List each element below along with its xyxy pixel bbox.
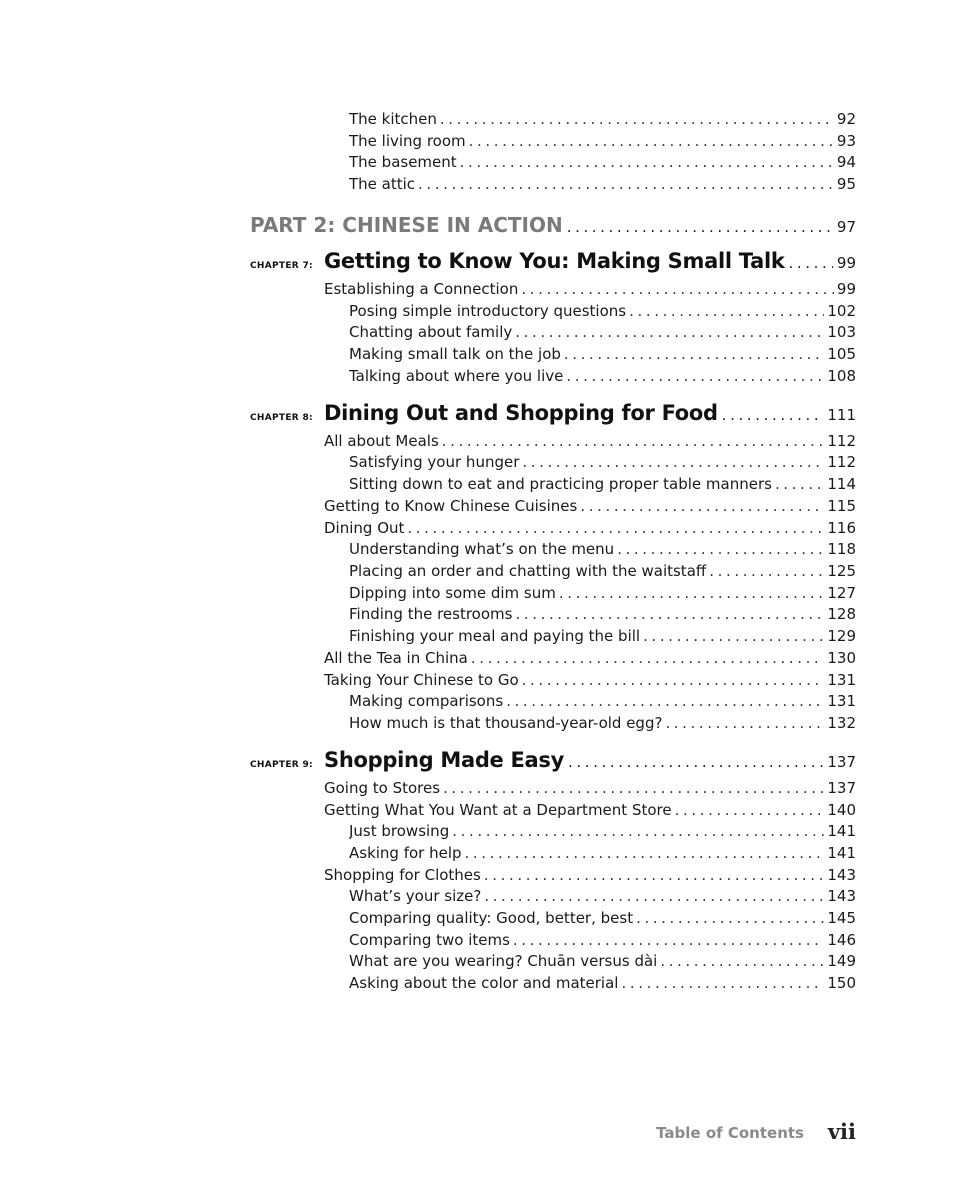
leader-dots	[407, 518, 824, 538]
chapter-heading[interactable]	[250, 401, 856, 425]
toc-entry[interactable]	[349, 843, 856, 863]
chapter-page: 111	[827, 406, 856, 424]
toc-entry[interactable]	[349, 344, 856, 364]
toc-entry[interactable]	[349, 131, 856, 151]
toc-entry-title: Dining Out	[324, 519, 405, 537]
toc-entry-page: 112	[827, 432, 856, 450]
toc-entry[interactable]	[324, 670, 856, 690]
toc-entry-title: Going to Stores	[324, 779, 441, 797]
toc-entry-title: Understanding what’s on the menu	[349, 540, 615, 558]
toc-entry[interactable]	[324, 778, 856, 798]
toc-entry-title: Making comparisons	[349, 692, 504, 710]
toc-entry-title: Sitting down to eat and practicing proper table manners	[349, 475, 772, 493]
toc-entry[interactable]	[349, 973, 856, 993]
toc-entry[interactable]	[349, 561, 856, 581]
toc-entry[interactable]	[324, 648, 856, 668]
toc-entry-page: 141	[827, 822, 856, 840]
leader-dots	[617, 539, 824, 559]
toc-entry-page: 127	[827, 584, 856, 602]
leader-dots	[567, 218, 833, 236]
toc-entry-title: Dipping into some dim sum	[349, 584, 556, 602]
leader-dots	[506, 691, 824, 711]
toc-entry[interactable]	[349, 951, 856, 971]
toc-entry-page: 132	[827, 714, 856, 732]
leader-dots	[460, 152, 834, 172]
toc-entry[interactable]	[349, 604, 856, 624]
toc-entry-title: Asking about the color and material	[349, 974, 619, 992]
leader-dots	[442, 431, 825, 451]
toc-entry[interactable]	[324, 279, 856, 299]
toc-entry-page: 114	[827, 475, 856, 493]
leader-dots	[621, 973, 824, 993]
page-number: vii	[827, 1119, 856, 1144]
toc-entry-title: The living room	[349, 132, 466, 150]
chapter-page: 137	[827, 753, 856, 771]
leader-dots	[580, 496, 824, 516]
toc-entry-page: 146	[827, 931, 856, 949]
chapter-heading[interactable]	[250, 748, 856, 772]
leader-dots	[471, 648, 825, 668]
leader-dots	[629, 301, 824, 321]
toc-entry[interactable]	[349, 174, 856, 194]
toc-entry-page: 143	[827, 866, 856, 884]
leader-dots	[675, 800, 825, 820]
toc-entry-title: Getting to Know Chinese Cuisines	[324, 497, 578, 515]
leader-dots	[566, 366, 824, 386]
leader-dots	[636, 908, 824, 928]
toc-entry[interactable]	[349, 886, 856, 906]
toc-entry-title: Posing simple introductory questions	[349, 302, 627, 320]
toc-entry[interactable]	[324, 431, 856, 451]
toc-entry-page: 149	[827, 952, 856, 970]
toc-entry-title: Shopping for Clothes	[324, 866, 481, 884]
leader-dots	[513, 930, 824, 950]
toc-entry[interactable]	[349, 322, 856, 342]
leader-dots	[418, 174, 834, 194]
toc-entry[interactable]	[349, 821, 856, 841]
toc-entry-page: 99	[836, 280, 856, 298]
leader-dots	[522, 452, 824, 472]
toc-entry-page: 130	[827, 649, 856, 667]
leader-dots	[469, 131, 834, 151]
toc-entry-page: 92	[836, 110, 856, 128]
toc-entry-title: Asking for help	[349, 844, 462, 862]
toc-entry[interactable]	[349, 452, 856, 472]
toc-entry-title: The attic	[349, 175, 416, 193]
chapter-heading[interactable]	[250, 249, 856, 273]
toc-entry-page: 131	[827, 671, 856, 689]
leader-dots	[515, 604, 824, 624]
toc-entry-page: 125	[827, 562, 856, 580]
chapter-label: CHAPTER 8:	[250, 413, 313, 423]
part-page: 97	[836, 218, 856, 236]
leader-dots	[568, 753, 823, 771]
leader-dots	[709, 561, 824, 581]
part-title: PART 2: CHINESE IN ACTION	[250, 213, 563, 237]
chapter-label: CHAPTER 7:	[250, 261, 313, 271]
toc-entry[interactable]	[349, 908, 856, 928]
toc-entry-title: Chatting about family	[349, 323, 513, 341]
leader-dots	[775, 474, 824, 494]
toc-entry[interactable]	[349, 474, 856, 494]
toc-entry-page: 143	[827, 887, 856, 905]
part-heading[interactable]	[250, 213, 856, 237]
toc-entry-title: All about Meals	[324, 432, 439, 450]
leader-dots	[484, 886, 824, 906]
leader-dots	[789, 254, 833, 272]
leader-dots	[452, 821, 824, 841]
toc-entry-title: Finding the restrooms	[349, 605, 513, 623]
toc-entry-title: The kitchen	[349, 110, 437, 128]
toc-entry-page: 150	[827, 974, 856, 992]
toc-entry-page: 118	[827, 540, 856, 558]
toc-entry[interactable]	[349, 366, 856, 386]
leader-dots	[722, 406, 824, 424]
toc-entry[interactable]	[349, 691, 856, 711]
toc-entry[interactable]	[349, 152, 856, 172]
toc-entry-title: Taking Your Chinese to Go	[324, 671, 519, 689]
toc-entry-title: Talking about where you live	[349, 367, 564, 385]
leader-dots	[443, 778, 824, 798]
toc-entry-page: 140	[827, 801, 856, 819]
toc-entry-page: 93	[836, 132, 856, 150]
toc-entry-page: 112	[827, 453, 856, 471]
toc-entry-title: What are you wearing? Chuān versus dài	[349, 952, 658, 970]
toc-entry-page: 145	[827, 909, 856, 927]
toc-entry-title: Just browsing	[349, 822, 450, 840]
toc-entry[interactable]	[324, 800, 856, 820]
toc-entry[interactable]	[349, 539, 856, 559]
leader-dots	[643, 626, 824, 646]
toc-entry-title: Comparing two items	[349, 931, 510, 949]
toc-entry-title: Satisfying your hunger	[349, 453, 520, 471]
toc-entry-title: Comparing quality: Good, better, best	[349, 909, 634, 927]
toc-entry-title: How much is that thousand-year-old egg?	[349, 714, 663, 732]
toc-entry-page: 108	[827, 367, 856, 385]
leader-dots	[564, 344, 824, 364]
toc-entry-title: Establishing a Connection	[324, 280, 519, 298]
leader-dots	[515, 322, 824, 342]
toc-entry[interactable]	[324, 865, 856, 885]
leader-dots	[440, 109, 834, 129]
toc-entry-page: 103	[827, 323, 856, 341]
toc-entry-title: What’s your size?	[349, 887, 482, 905]
chapter-title: Getting to Know You: Making Small Talk	[324, 249, 785, 273]
toc-entry[interactable]	[349, 713, 856, 733]
toc-entry-page: 116	[827, 519, 856, 537]
leader-dots	[522, 670, 825, 690]
toc-entry-title: Getting What You Want at a Department Store	[324, 801, 672, 819]
toc-entry[interactable]	[349, 109, 856, 129]
toc-entry-page: 137	[827, 779, 856, 797]
toc-entry-page: 105	[827, 345, 856, 363]
toc-entry-page: 141	[827, 844, 856, 862]
chapter-title: Shopping Made Easy	[324, 748, 565, 772]
toc-entry[interactable]	[349, 301, 856, 321]
toc-entry-title: The basement	[349, 153, 457, 171]
toc-entry-page: 95	[836, 175, 856, 193]
toc-entry[interactable]	[349, 583, 856, 603]
toc-entry-page: 94	[836, 153, 856, 171]
toc-entry[interactable]	[324, 518, 856, 538]
toc-entry-title: Placing an order and chatting with the waitstaff	[349, 562, 707, 580]
toc-entry-page: 115	[827, 497, 856, 515]
toc-entry[interactable]	[349, 626, 856, 646]
running-footer: Table of Contents	[656, 1124, 804, 1142]
toc-entry-title: Finishing your meal and paying the bill	[349, 627, 641, 645]
toc-entry[interactable]	[349, 930, 856, 950]
chapter-label: CHAPTER 9:	[250, 760, 313, 770]
toc-entry-page: 128	[827, 605, 856, 623]
toc-entry-page: 129	[827, 627, 856, 645]
chapter-page: 99	[836, 254, 856, 272]
toc-entry[interactable]	[324, 496, 856, 516]
leader-dots	[660, 951, 824, 971]
toc-entry-page: 102	[827, 302, 856, 320]
leader-dots	[484, 865, 825, 885]
leader-dots	[521, 279, 834, 299]
chapter-title: Dining Out and Shopping for Food	[324, 401, 718, 425]
leader-dots	[559, 583, 825, 603]
leader-dots	[665, 713, 824, 733]
toc-entry-title: Making small talk on the job	[349, 345, 561, 363]
toc-entry-page: 131	[827, 692, 856, 710]
toc-entry-title: All the Tea in China	[324, 649, 468, 667]
leader-dots	[465, 843, 825, 863]
